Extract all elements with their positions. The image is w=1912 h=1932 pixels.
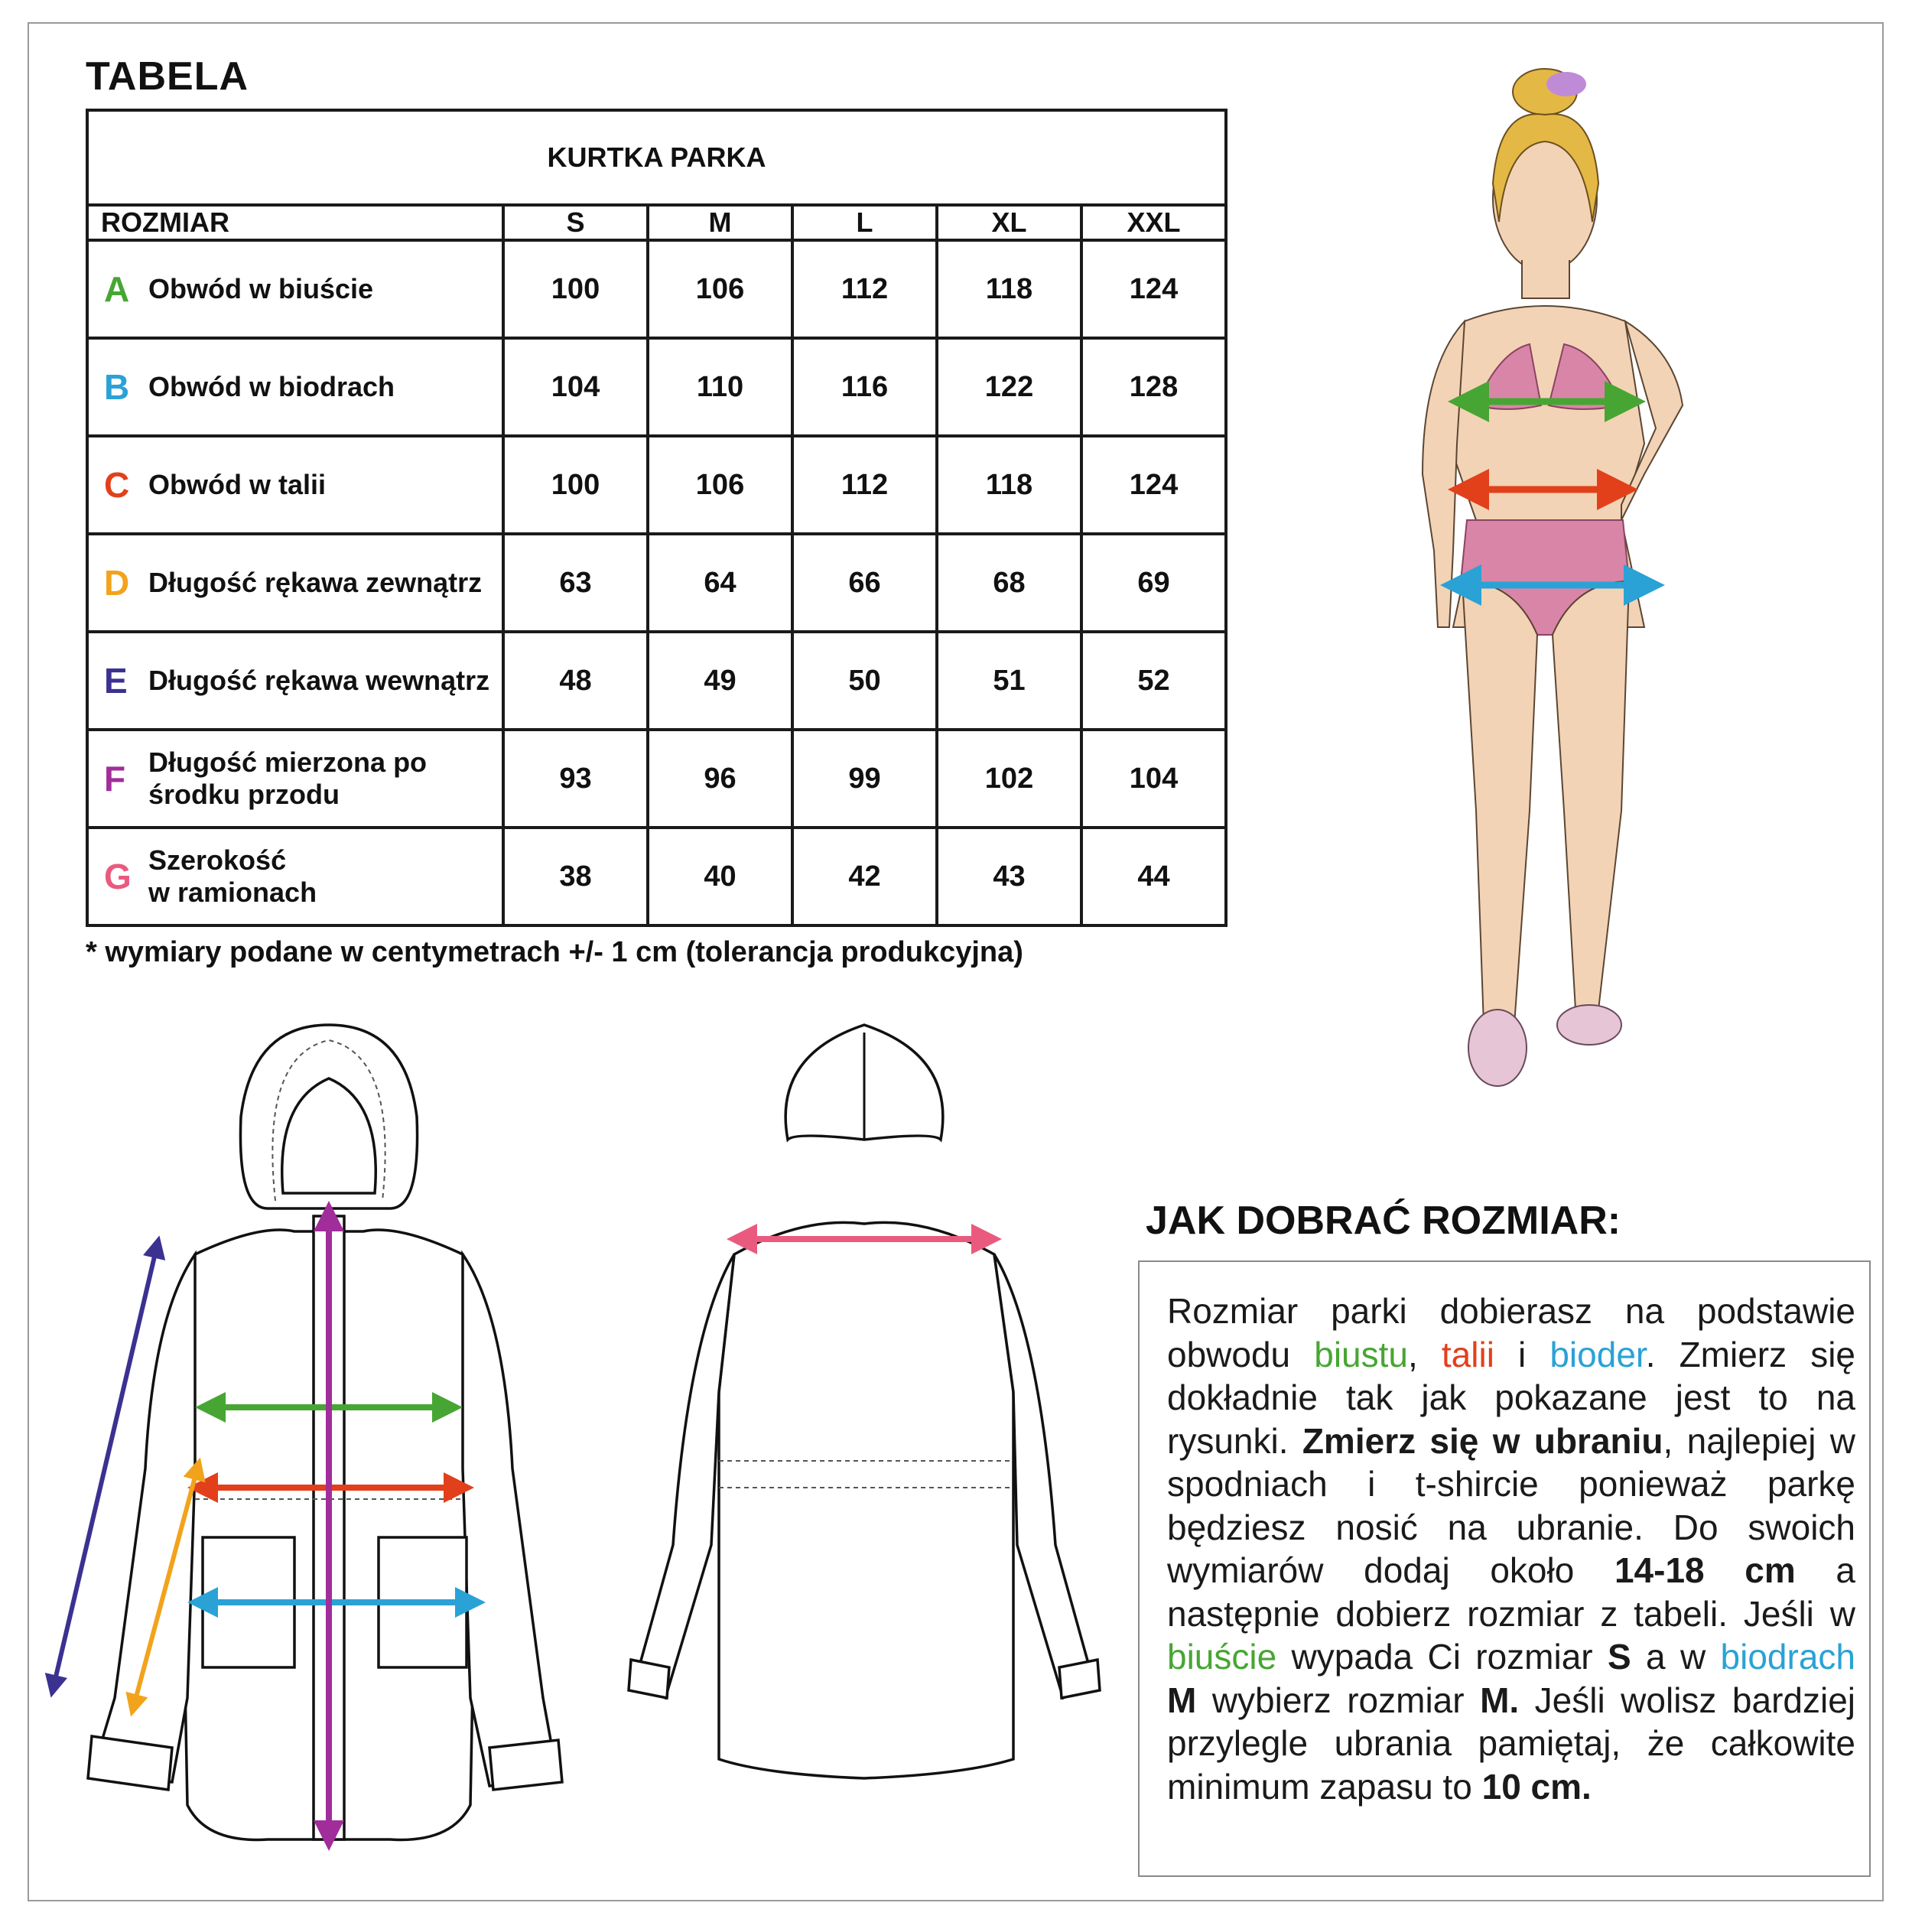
table-cell: 68	[937, 534, 1081, 632]
table-cell: 99	[792, 730, 937, 828]
guide-heading: JAK DOBRAĆ ROZMIAR:	[1146, 1199, 1621, 1243]
guide-box	[1138, 1260, 1871, 1877]
model-figure-illustration	[1392, 46, 1759, 1147]
measure-letter: D	[104, 563, 130, 603]
guide-text-part: a następnie dobierz rozmiar z tabeli. Jeśli w	[1167, 1550, 1855, 1634]
measure-letter: A	[104, 269, 130, 309]
guide-bold: 10 cm.	[1481, 1766, 1592, 1807]
guide-bold: M.	[1480, 1680, 1520, 1720]
table-row	[87, 338, 1226, 436]
measure-letter: G	[104, 857, 132, 896]
table-row	[87, 436, 1226, 534]
table-cell: 112	[792, 240, 937, 338]
table-cell: 38	[503, 828, 648, 925]
bust-word: biuście	[1167, 1637, 1277, 1677]
guide-text-part: Jeśli wolisz bardziej przylegle ubrania pamiętaj, że całkowite minimum zapasu to	[1167, 1680, 1855, 1807]
table-cell: 49	[648, 632, 792, 730]
guide-bold: S	[1607, 1637, 1631, 1677]
measure-letter: C	[104, 465, 130, 505]
table-cell: 42	[792, 828, 937, 925]
table-cell: 43	[937, 828, 1081, 925]
table-cell: 106	[648, 240, 792, 338]
table-cell: 66	[792, 534, 937, 632]
table-cell: 118	[937, 240, 1081, 338]
table-cell: 50	[792, 632, 937, 730]
table-cell: 104	[503, 338, 648, 436]
measure-label: Długość rękawa wewnątrz	[148, 665, 490, 696]
guide-text-part: i	[1494, 1334, 1550, 1374]
table-cell: 100	[503, 240, 648, 338]
measure-label: Obwód w biodrach	[148, 371, 395, 402]
measure-label-line2: środku przodu	[148, 779, 340, 810]
jacket-front-sketch	[31, 1010, 627, 1859]
size-header: ROZMIAR	[87, 205, 503, 240]
hips-word: biodrach	[1720, 1637, 1855, 1677]
table-cell: 52	[1081, 632, 1226, 730]
table-cell: 128	[1081, 338, 1226, 436]
size-col-xxl: XXL	[1081, 205, 1226, 240]
table-row	[87, 534, 1226, 632]
size-col-m: M	[648, 205, 792, 240]
table-cell: 64	[648, 534, 792, 632]
table-row	[87, 730, 1226, 828]
table-row	[87, 632, 1226, 730]
measure-label-line2: w ramionach	[148, 877, 317, 908]
jacket-back-sketch	[612, 1010, 1117, 1836]
tolerance-note: * wymiary podane w centymetrach +/- 1 cm (tolerancja produkcyjna)	[86, 936, 1023, 968]
table-cell: 106	[648, 436, 792, 534]
size-col-s: S	[503, 205, 648, 240]
table-cell: 93	[503, 730, 648, 828]
guide-text	[1167, 1290, 1855, 1808]
measure-label: Obwód w talii	[148, 469, 326, 500]
table-cell: 104	[1081, 730, 1226, 828]
measure-label: Długość rękawa zewnątrz	[148, 567, 483, 598]
size-col-xl: XL	[937, 205, 1081, 240]
size-table	[86, 109, 1228, 927]
table-cell: 110	[648, 338, 792, 436]
table-cell: 96	[648, 730, 792, 828]
table-row	[87, 240, 1226, 338]
measure-label-line1: Szerokość	[148, 844, 287, 876]
guide-text-part: , najlepiej w spodniach i t-shircie ponieważ parkę będziesz nosić na ubranie. Do swoich wymiarów dodaj około	[1167, 1420, 1855, 1590]
guide-text-part: a w	[1631, 1637, 1721, 1677]
table-cell: 102	[937, 730, 1081, 828]
guide-text-part: wybierz rozmiar	[1196, 1680, 1481, 1720]
guide-text-part: . Zmierz się dokładnie tak jak pokazane jest to na rysunki.	[1167, 1334, 1856, 1461]
size-col-l: L	[792, 205, 937, 240]
waist-word: talii	[1441, 1334, 1494, 1374]
table-cell: 69	[1081, 534, 1226, 632]
hips-word: bioder	[1549, 1334, 1646, 1374]
measure-letter: B	[104, 367, 130, 407]
measure-letter: F	[104, 759, 126, 798]
table-cell: 51	[937, 632, 1081, 730]
bust-word: biustu	[1314, 1334, 1408, 1374]
table-cell: 118	[937, 436, 1081, 534]
table-row	[87, 828, 1226, 925]
measure-letter: E	[104, 661, 128, 701]
table-cell: 122	[937, 338, 1081, 436]
guide-text-part: Rozmiar parki dobierasz na podstawie obwodu	[1167, 1291, 1855, 1374]
measure-label-line1: Długość mierzona po	[148, 746, 428, 778]
table-cell: 112	[792, 436, 937, 534]
table-cell: 124	[1081, 436, 1226, 534]
table-cell: 40	[648, 828, 792, 925]
table-cell: 63	[503, 534, 648, 632]
guide-bold: M	[1167, 1680, 1197, 1720]
table-cell: 48	[503, 632, 648, 730]
table-cell: 44	[1081, 828, 1226, 925]
guide-bold: Zmierz się w ubraniu	[1302, 1420, 1663, 1461]
measure-label: Obwód w biuście	[148, 273, 374, 304]
table-cell: 100	[503, 436, 648, 534]
guide-text-part: ,	[1408, 1334, 1442, 1374]
page-title: TABELA	[86, 54, 249, 99]
guide-text-part: wypada Ci rozmiar	[1276, 1637, 1608, 1677]
guide-bold: 14-18 cm	[1614, 1550, 1796, 1590]
table-caption: KURTKA PARKA	[87, 110, 1226, 205]
table-cell: 116	[792, 338, 937, 436]
table-cell: 124	[1081, 240, 1226, 338]
